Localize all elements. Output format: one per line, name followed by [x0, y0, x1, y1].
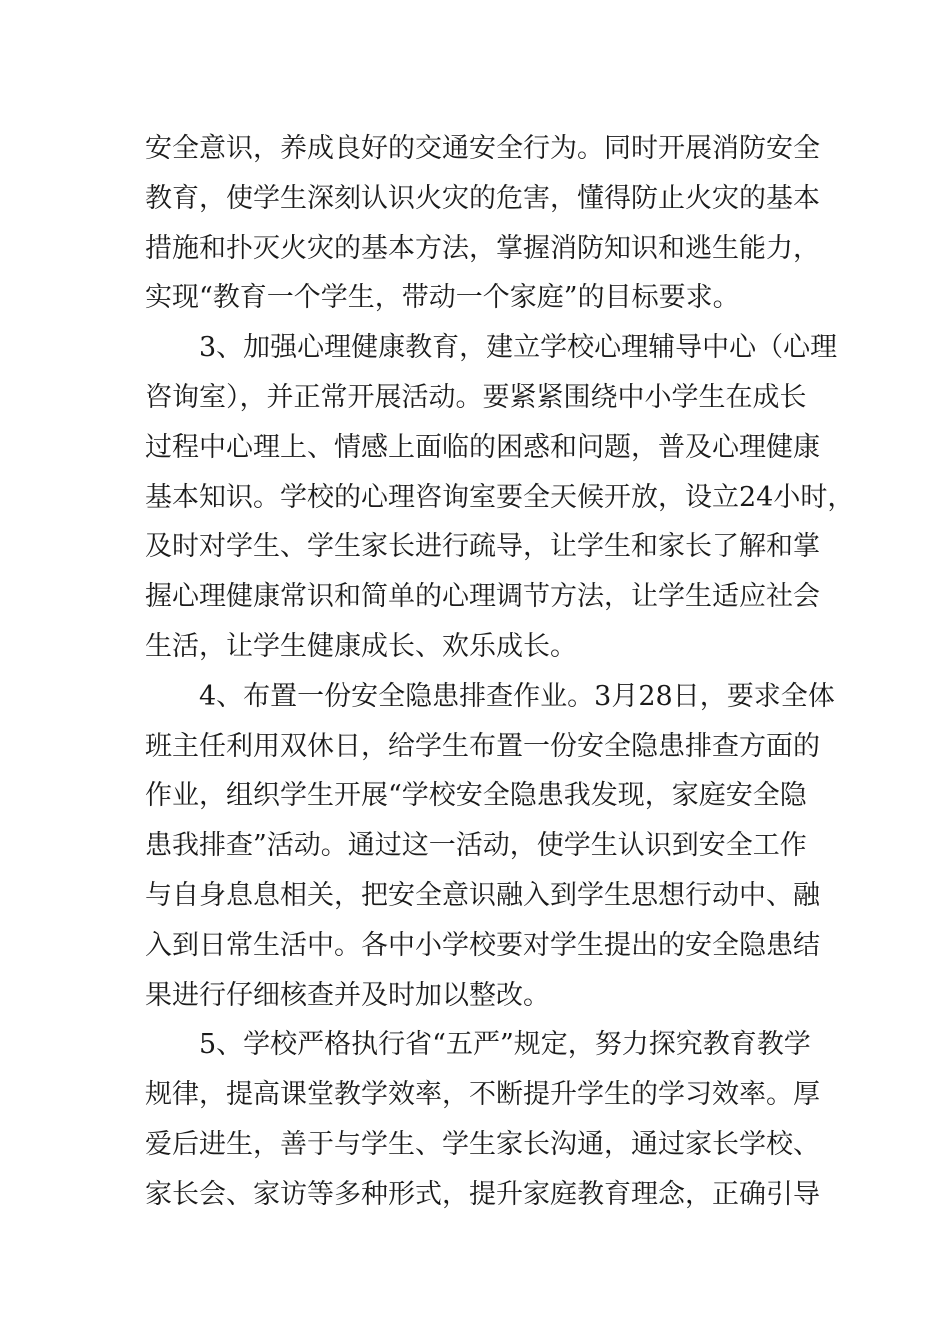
text-line: 生活，让学生健康成长、欢乐成长。 — [145, 630, 577, 662]
body-text — [145, 124, 855, 1220]
text-line: 及时对学生、学生家长进行疏导，让学生和家长了解和掌 — [145, 531, 820, 563]
text-line: 作业，组织学生开展“学校安全隐患我发现，家庭安全隐 — [145, 780, 807, 812]
text-line: 患我排查”活动。通过这一活动，使学生认识到安全工作 — [145, 830, 807, 862]
text-line: 实现“教育一个学生，带动一个家庭”的目标要求。 — [145, 282, 740, 314]
text-line: 握心理健康常识和简单的心理调节方法，让学生适应社会 — [145, 581, 820, 613]
text-line: 咨询室），并正常开展活动。要紧紧围绕中小学生在成长 — [145, 381, 807, 413]
paragraph-4-start: 4、布置一份安全隐患排查作业。3月28日，要求全体 — [199, 680, 835, 712]
text-line: 安全意识，养成良好的交通安全行为。同时开展消防安全 — [145, 133, 820, 164]
text-line: 措施和扑灭火灾的基本方法，掌握消防知识和逃生能力， — [145, 232, 820, 264]
text-line: 与自身息息相关，把安全意识融入到学生思想行动中、融 — [145, 879, 820, 911]
text-line: 规律，提高课堂教学效率，不断提升学生的学习效率。厚 — [145, 1079, 820, 1111]
text-line: 教育，使学生深刻认识火灾的危害，懂得防止火灾的基本 — [145, 182, 820, 214]
text-line: 基本知识。学校的心理咨询室要全天候开放，设立24小时， — [145, 481, 855, 513]
paragraph-3-start: 3、加强心理健康教育，建立学校心理辅导中心（心理 — [199, 332, 838, 364]
paragraph-5-start: 5、学校严格执行省“五严”规定，努力探究教育教学 — [199, 1029, 811, 1061]
text-line: 爱后进生，善于与学生、学生家长沟通，通过家长学校、 — [145, 1128, 820, 1160]
text-line: 家长会、家访等多种形式，提升家庭教育理念，正确引导 — [145, 1178, 820, 1210]
text-line: 过程中心理上、情感上面临的困惑和问题，普及心理健康 — [145, 431, 820, 463]
text-line: 班主任利用双休日，给学生布置一份安全隐患排查方面的 — [145, 730, 820, 762]
text-line: 入到日常生活中。各中小学校要对学生提出的安全隐患结 — [145, 929, 820, 961]
text-line: 果进行仔细核查并及时加以整改。 — [145, 979, 550, 1011]
